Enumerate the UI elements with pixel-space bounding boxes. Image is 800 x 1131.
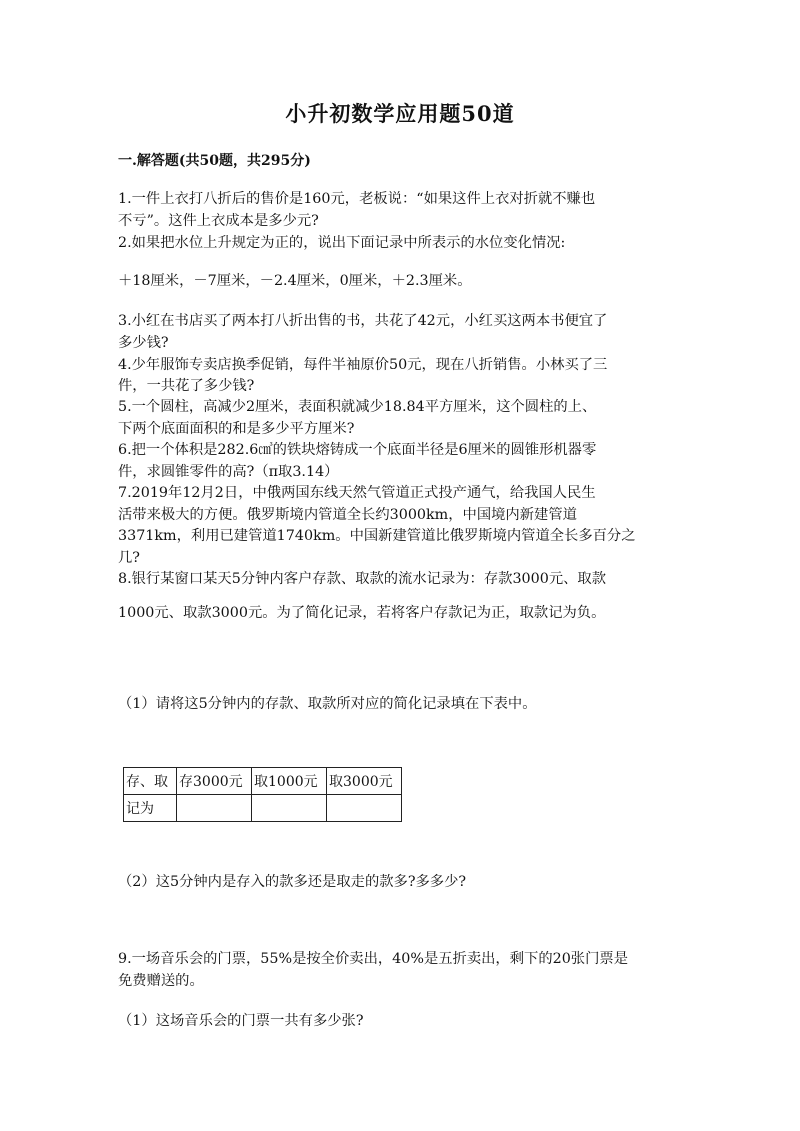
question-9-part-1: （1）这场音乐会的门票一共有多少张? [118,1013,364,1029]
question-6-line-1: 6.把一个体积是282.6㎤的铁块熔铸成一个底面半径是6厘米的圆锥形机器零 [118,442,597,458]
question-2-line-1: 2.如果把水位上升规定为正的，说出下面记录中所表示的水位变化情况: [118,235,566,251]
question-1-line-2: 不亏”。这件上衣成本是多少元? [118,213,319,229]
table-cell: 取1000元 [252,768,327,795]
question-8-line-1: 8.银行某窗口某天5分钟内客户存款、取款的流水记录为：存款3000元、取款 [118,571,607,587]
question-7-line-3: 3371km，利用已建管道1740km。中国新建管道比俄罗斯境内管道全长多百分之 [118,528,636,544]
table-cell-blank [252,795,327,822]
question-7-line-2: 活带来极大的方便。俄罗斯境内管道全长约3000km，中国境内新建管道 [118,507,577,523]
table-cell-blank [177,795,252,822]
question-3-line-2: 多少钱? [118,335,169,351]
question-3-line-1: 3.小红在书店买了两本打八折出售的书，共花了42元，小红买这两本书便宜了 [118,313,608,329]
section-heading: 一.解答题(共50题，共295分) [118,153,311,169]
table-cell: 取3000元 [327,768,402,795]
table-cell: 记为 [124,795,177,822]
question-7-line-4: 几? [118,550,140,566]
question-4-line-2: 件，一共花了多少钱? [118,378,255,394]
table-row [124,768,402,795]
question-2-line-2: ＋18厘米，－7厘米，－2.4厘米，0厘米，＋2.3厘米。 [118,273,472,289]
question-7-line-1: 7.2019年12月2日，中俄两国东线天然气管道正式投产通气，给我国人民生 [118,485,596,501]
table-row [124,795,402,822]
question-1-line-1: 1.一件上衣打八折后的售价是160元，老板说：“如果这件上衣对折就不赚也 [118,191,596,207]
question-8-part-1: （1）请将这5分钟内的存款、取款所对应的简化记录填在下表中。 [118,696,537,712]
table-cell: 存3000元 [177,768,252,795]
table-cell: 存、取 [124,768,177,795]
question-6-line-2: 件，求圆锥零件的高?（π取3.14） [118,464,339,480]
record-table [123,767,402,822]
question-5-line-1: 5.一个圆柱，高减少2厘米，表面积就减少18.84平方厘米，这个圆柱的上、 [118,399,597,415]
question-9-line-2: 免费赠送的。 [118,973,204,989]
table-cell-blank [327,795,402,822]
question-8-part-2: （2）这5分钟内是存入的款多还是取走的款多?多多少? [118,874,467,890]
page-title: 小升初数学应用题50道 [285,101,515,126]
question-9-line-1: 9.一场音乐会的门票，55%是按全价卖出，40%是五折卖出，剩下的20张门票是 [118,951,628,967]
question-8-line-2: 1000元、取款3000元。为了简化记录，若将客户存款记为正，取款记为负。 [118,605,606,621]
question-5-line-2: 下两个底面面积的和是多少平方厘米? [118,421,355,437]
question-4-line-1: 4.少年服饰专卖店换季促销，每件半袖原价50元，现在八折销售。小林买了三 [118,357,608,373]
